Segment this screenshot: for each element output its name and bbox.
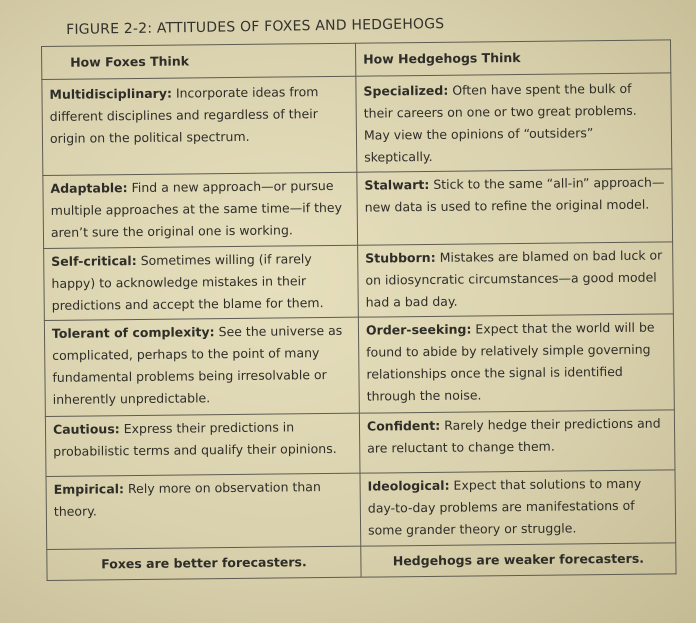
fox-text: Incorporate ideas from different disciplines and regardless of their origin on the political spectrum.	[49, 84, 319, 146]
fox-cell	[43, 172, 358, 248]
table-row	[42, 73, 672, 176]
hedgehog-cell	[357, 169, 673, 245]
fox-text: Find a new approach—or pursue multiple approaches at the same time—if they aren’t sure the original one is working.	[50, 177, 343, 240]
hedgehog-text: Expect that solutions to many day-to-day problems are manifestations of some grander theory or struggle.	[367, 475, 642, 538]
hedgehog-text: Stick to the same “all-in” approach—new data is used to refine the original model.	[364, 174, 665, 215]
hedgehog-term: Stubborn:	[365, 249, 436, 266]
fox-text: Sometimes willing (if rarely happy) to acknowledge mistakes in their predictions and accept the blame for them.	[51, 251, 324, 313]
fox-term: Empirical:	[53, 481, 125, 497]
hedgehog-cell	[360, 470, 676, 546]
fox-cell	[45, 413, 360, 476]
fox-cell	[42, 76, 357, 175]
hedgehog-cell	[356, 73, 672, 172]
fox-term: Self-critical:	[51, 253, 137, 269]
hedgehog-term: Confident:	[366, 417, 441, 434]
table-row	[44, 314, 674, 417]
hedgehog-term: Specialized:	[363, 82, 449, 99]
hedgehog-cell	[358, 314, 674, 413]
hedgehog-text: Rarely hedge their predictions and are reluctant to change them.	[367, 415, 661, 456]
fox-text: See the universe as complicated, perhaps to the point of many fundamental problems being irresolvable or inherently unpredictable.	[52, 322, 343, 407]
summary-row	[47, 543, 676, 581]
header-hedgehogs: How Hedgehogs Think	[355, 40, 670, 76]
attitudes-table	[41, 39, 677, 581]
hedgehog-term: Ideological:	[367, 477, 450, 494]
hedgehog-cell	[359, 410, 675, 473]
summary-foxes: Foxes are better forecasters.	[47, 546, 361, 580]
table-row	[46, 470, 676, 550]
fox-text: Express their predictions in probabilistic terms and qualify their opinions.	[53, 419, 337, 459]
hedgehog-text: Often have spent the bulk of their careers on one or two great problems. May view the opinions of “outsiders” skeptically.	[363, 80, 637, 165]
fox-term: Cautious:	[52, 421, 120, 437]
hedgehog-text: Mistakes are blamed on bad luck or on idiosyncratic circumstances—a good model had a bad day.	[365, 247, 663, 310]
fox-term: Tolerant of complexity:	[51, 324, 215, 341]
fox-cell	[46, 473, 361, 549]
hedgehog-cell	[358, 242, 674, 317]
fox-term: Adaptable:	[50, 180, 128, 196]
header-foxes: How Foxes Think	[42, 43, 356, 79]
attitudes-table-wrapper	[41, 39, 676, 581]
table-row	[44, 242, 674, 321]
fox-text: Rely more on observation than theory.	[53, 479, 321, 519]
summary-hedgehogs: Hedgehogs are weaker forecasters.	[361, 543, 676, 577]
hedgehog-term: Order-seeking:	[365, 321, 472, 338]
fox-term: Multidisciplinary:	[49, 85, 173, 102]
table-row	[43, 169, 673, 249]
fox-cell	[44, 317, 359, 416]
table-row	[45, 410, 675, 477]
figure-title: FIGURE 2-2: ATTITUDES OF FOXES AND HEDGEHOGS	[66, 16, 445, 38]
hedgehog-term: Stalwart:	[364, 176, 430, 193]
hedgehog-text: Expect that the world will be found to abide by relatively simple governing relationships once the signal is identified through the noise.	[366, 319, 655, 404]
fox-cell	[44, 245, 359, 320]
